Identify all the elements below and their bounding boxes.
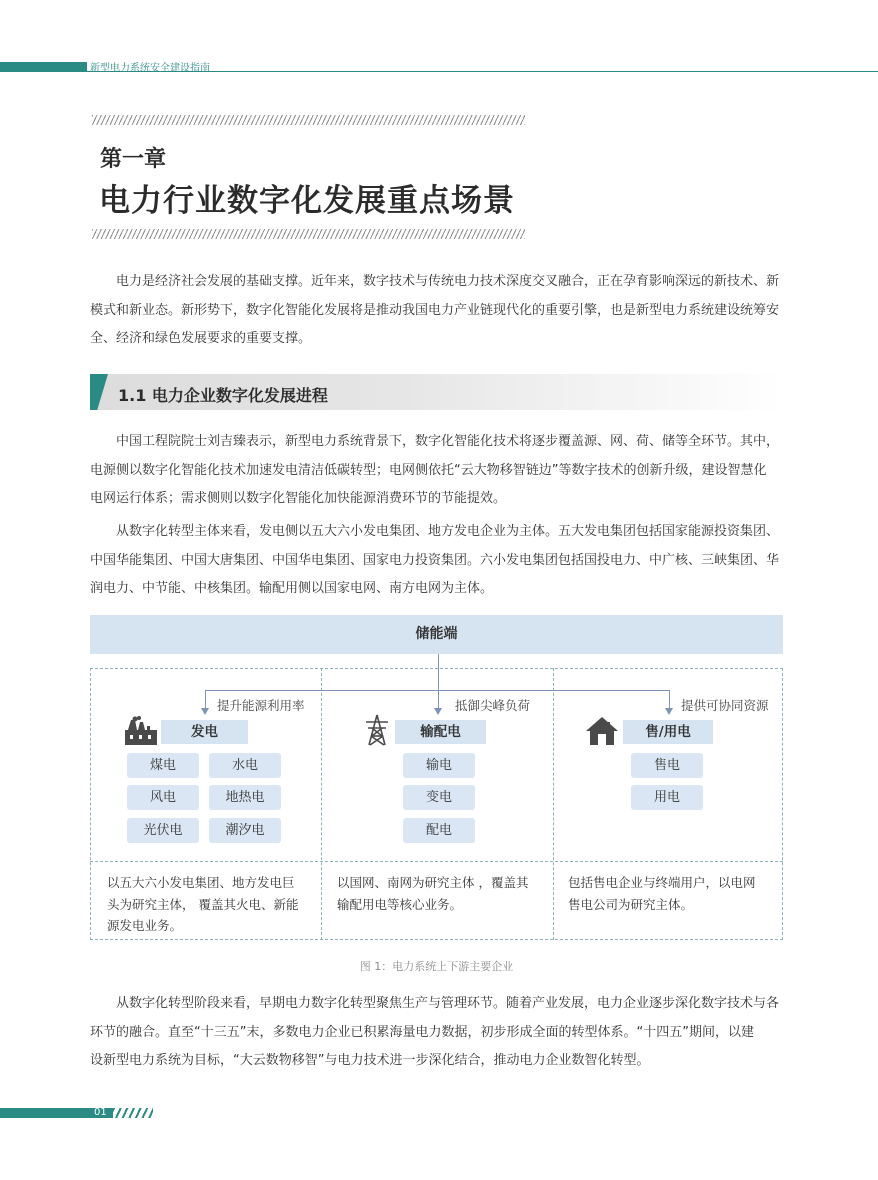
power-plant-icon: [124, 716, 158, 746]
caption-line: 源发电业务。: [107, 918, 183, 933]
item-distribution: 配电: [403, 818, 475, 843]
caption-line: 以五大六小发电集团、地方发电巨: [107, 875, 295, 890]
chapter-title: 电力行业数字化发展重点场景: [99, 183, 515, 219]
header-accent-bar: [0, 62, 87, 72]
text-line: 设新型电力系统为目标，“大云数物移智”与电力技术进一步深化结合，推动电力企业数智化转型。: [90, 1053, 650, 1068]
item-electricity-use: 用电: [631, 785, 703, 810]
category-sales-consumption: 售/用电: [623, 720, 713, 744]
intro-paragraph: [90, 268, 784, 354]
caption-line: 输配用电等核心业务。: [337, 896, 463, 912]
connector-trunk: [438, 654, 439, 690]
column-caption-sales: [568, 872, 773, 915]
paragraph-4: [90, 990, 784, 1076]
house-icon: [585, 716, 619, 746]
text-line: 电源侧以数字化智能化技术加速发电清洁低碳转型；电网侧依托“云大物移智链边”等数字技术的创新升级，建设智慧化: [90, 462, 767, 478]
item-electricity-sales: 售电: [631, 753, 703, 778]
column-caption-generation: [107, 872, 312, 937]
item-solar-power: 光伏电: [127, 818, 199, 843]
text-line: 全、经济和绿色发展要求的重要支撑。: [90, 331, 312, 346]
column-divider: [321, 668, 322, 940]
item-wind-power: 风电: [127, 785, 199, 810]
caption-line: 售电公司为研究主体。: [568, 896, 694, 912]
text-line: 模式和新业态。新形势下，数字化智能化发展将是推动我国电力产业链现代化的重要引擎，也是新型电力系统建设统筹安: [90, 302, 780, 318]
arrow-down-icon: [434, 708, 442, 715]
connector-drop: [205, 690, 206, 708]
storage-end-label: 储能端: [415, 626, 458, 642]
caption-line: 以国网、南网为研究主体 ，覆盖其: [337, 875, 529, 890]
text-line: 环节的融合。直至“十三五”末，多数电力企业已积累海量电力数据，初步形成全面的转型体系。“十四五”期间，以建: [90, 1024, 754, 1040]
section-title: 1.1 电力企业数字化发展进程: [118, 386, 328, 405]
running-title: 新型电力系统安全建设指南: [90, 63, 210, 74]
item-geothermal-power: 地热电: [209, 785, 281, 810]
paragraph-3: [90, 518, 784, 604]
text-line: 润电力、中节能、中核集团。输配用侧以国家电网、南方电网为主体。: [90, 581, 494, 596]
page-number: 01: [94, 1107, 107, 1118]
flow-label: 抵御尖峰负荷: [455, 698, 531, 713]
connector-drop: [438, 690, 439, 708]
figure-caption: 图 1：电力系统上下游主要企业: [359, 960, 514, 973]
text-line: 中国工程院院士刘吉臻表示，新型电力系统背景下，数字化智能化技术将逐步覆盖源、网、荷、储等全环节。其中，: [116, 434, 780, 449]
text-line: 从数字化转型阶段来看，早期电力数字化转型聚焦生产与管理环节。随着产业发展，电力企业逐步深化数字技术与各: [116, 996, 780, 1011]
footer-hatch: [113, 1108, 153, 1118]
item-transformation: 变电: [403, 785, 475, 810]
caption-line: 包括售电企业与终端用户，以电网: [568, 875, 756, 890]
connector-drop: [669, 690, 670, 708]
hatch-divider-top: [92, 115, 525, 125]
item-tidal-power: 潮汐电: [209, 818, 281, 843]
item-coal-power: 煤电: [127, 753, 199, 778]
text-line: 电网运行体系；需求侧则以数字化智能化加快能源消费环节的节能提效。: [90, 491, 507, 506]
column-divider: [553, 668, 554, 940]
column-caption-transmission: [337, 872, 542, 915]
caption-line: 头为研究主体， 覆盖其火电、新能: [107, 896, 299, 912]
arrow-down-icon: [665, 708, 673, 715]
text-line: 中国华能集团、中国大唐集团、中国华电集团、国家电力投资集团。六小发电集团包括国投电力、中广核、三峡集团、华: [90, 552, 780, 568]
paragraph-2: [90, 428, 784, 514]
flow-label: 提升能源利用率: [217, 698, 305, 713]
transmission-tower-icon: [364, 714, 390, 746]
text-line: 电力是经济社会发展的基础支撑。近年来，数字技术与传统电力技术深度交叉融合，正在孕育影响深远的新技术、新: [116, 274, 780, 289]
arrow-down-icon: [201, 708, 209, 715]
category-generation: 发电: [161, 720, 248, 744]
chapter-label: 第一章: [100, 147, 167, 172]
item-hydro-power: 水电: [209, 753, 281, 778]
hatch-divider-bottom: [92, 229, 525, 239]
caption-divider: [90, 861, 783, 862]
flow-label: 提供可协同资源: [681, 698, 769, 713]
item-transmission: 输电: [403, 753, 475, 778]
category-transmission: 输配电: [395, 720, 486, 744]
text-line: 从数字化转型主体来看，发电侧以五大六小发电集团、地方发电企业为主体。五大发电集团包括国家能源投资集团、: [116, 524, 780, 539]
